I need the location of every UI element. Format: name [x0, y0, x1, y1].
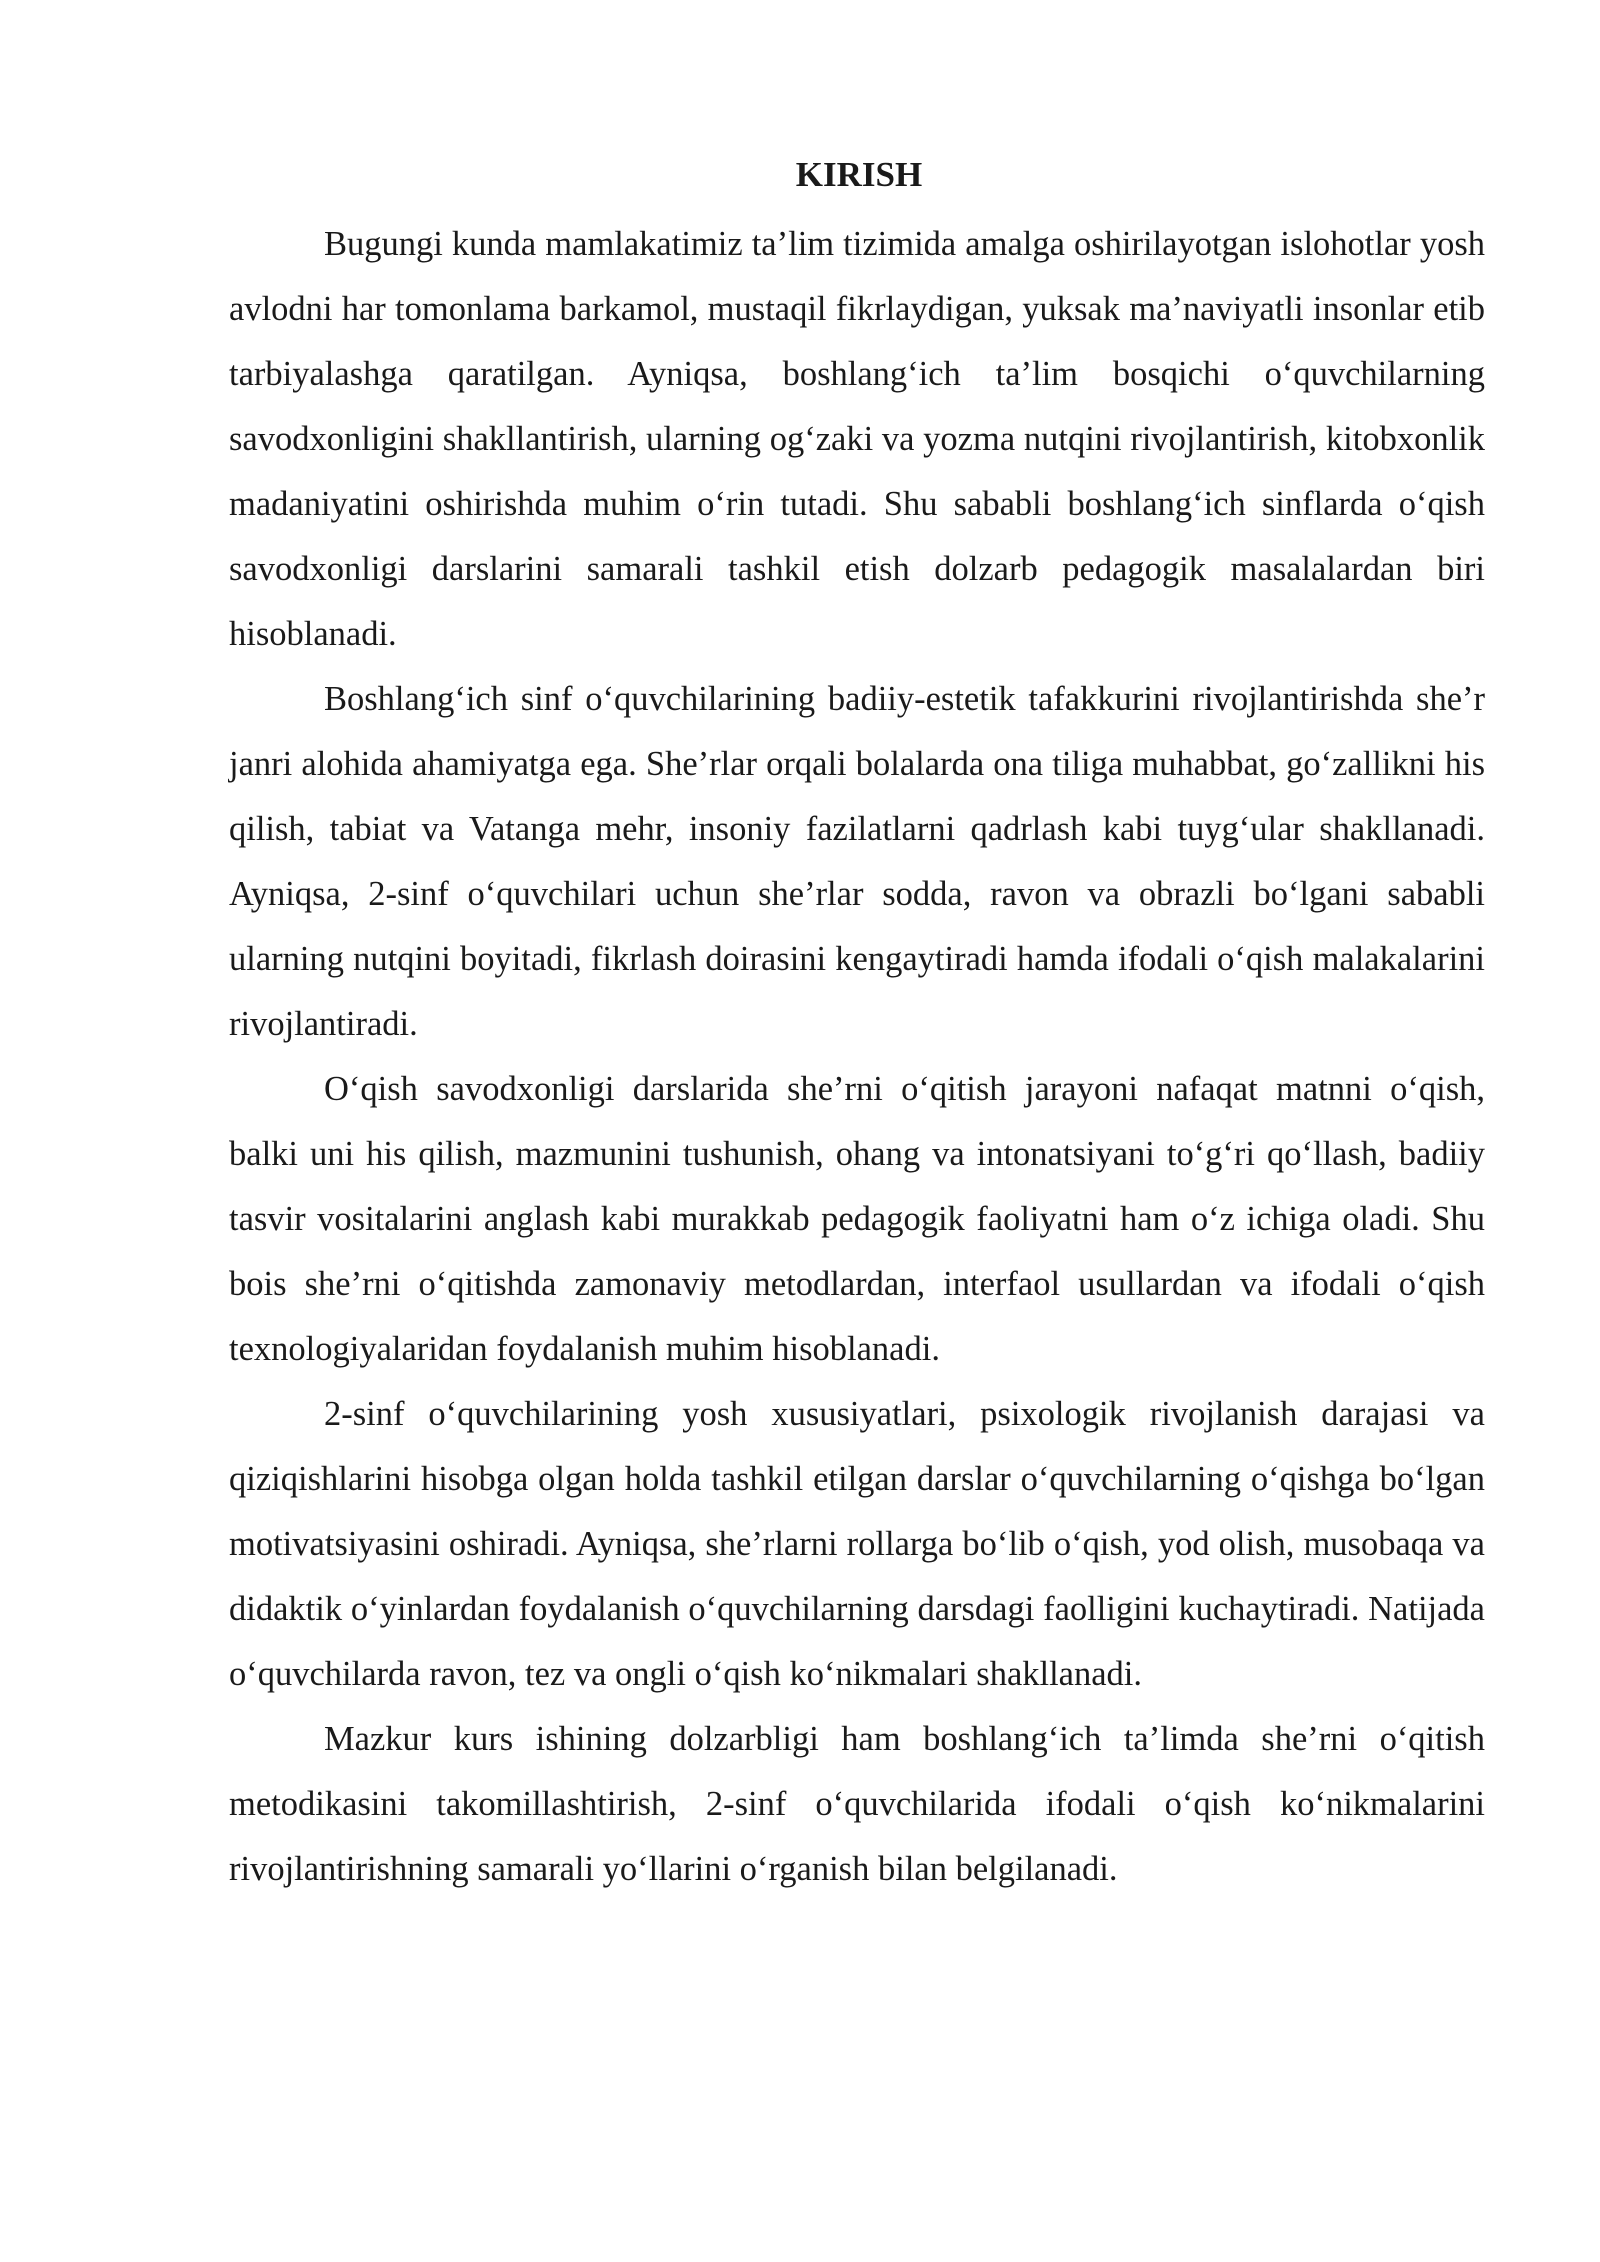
paragraph-2: Boshlang‘ich sinf o‘quvchilarining badiiy-estetik tafakkurini rivojlantirishda she’r janri alohida ahamiyatga ega. She’rlar orqali bolalarda ona tiliga muhabbat, go‘zallikni his qilish, tabiat va Vatanga mehr, insoniy fazilatlarni qadrlash kabi tuyg‘ular shakllanadi. Ayniqsa, 2-sinf o‘quvchilari uchun she’rlar sodda, ravon va obrazli bo‘lgani sababli ularning nutqini boyitadi, fikrlash doirasini kengaytiradi hamda ifodali o‘qish malakalarini rivojlantiradi. — [229, 680, 1485, 1043]
paragraph-3: O‘qish savodxonligi darslarida she’rni o‘qitish jarayoni nafaqat matnni o‘qish, balki uni his qilish, mazmunini tushunish, ohang va intonatsiyani to‘g‘ri qo‘llash, badiiy tasvir vositalarini anglash kabi murakkab pedagogik faoliyatni ham o‘z ichiga oladi. Shu bois she’rni o‘qitishda zamonaviy metodlardan, interfaol usullardan va ifodali o‘qish texnologiyalaridan foydalanish muhim hisoblanadi. — [229, 1070, 1485, 1368]
page-title: KIRISH — [795, 155, 923, 194]
paragraph-5: Mazkur kurs ishining dolzarbligi ham boshlang‘ich ta’limda she’rni o‘qitish metodikasini takomillashtirish, 2-sinf o‘quvchilarida ifodali o‘qish ko‘nikmalarini rivojlantirishning samarali yo‘llarini o‘rganish bilan belgilanadi. — [229, 1720, 1485, 1888]
paragraph-4: 2-sinf o‘quvchilarining yosh xususiyatlari, psixologik rivojlanish darajasi va qiziqishlarini hisobga olgan holda tashkil etilgan darslar o‘quvchilarning o‘qishga bo‘lgan motivatsiyasini oshiradi. Ayniqsa, she’rlarni rollarga bo‘lib o‘qish, yod olish, musobaqa va didaktik o‘yinlardan foydalanish o‘quvchilarning darsdagi faolligini kuchaytiradi. Natijada o‘quvchilarda ravon, tez va ongli o‘qish ko‘nikmalari shakllanadi. — [229, 1395, 1485, 1693]
document-body — [229, 150, 1485, 1902]
paragraph-1: Bugungi kunda mamlakatimiz ta’lim tizimida amalga oshirilayotgan islohotlar yosh avlodni har tomonlama barkamol, mustaqil fikrlaydigan, yuksak ma’naviyatli insonlar etib tarbiyalashga qaratilgan. Ayniqsa, boshlang‘ich ta’lim bosqichi o‘quvchilarning savodxonligini shakllantirish, ularning og‘zaki va yozma nutqini rivojlantirish, kitobxonlik madaniyatini oshirishda muhim o‘rin tutadi. Shu sababli boshlang‘ich sinflarda o‘qish savodxonligi darslarini samarali tashkil etish dolzarb pedagogik masalalardan biri hisoblanadi. — [229, 225, 1485, 653]
